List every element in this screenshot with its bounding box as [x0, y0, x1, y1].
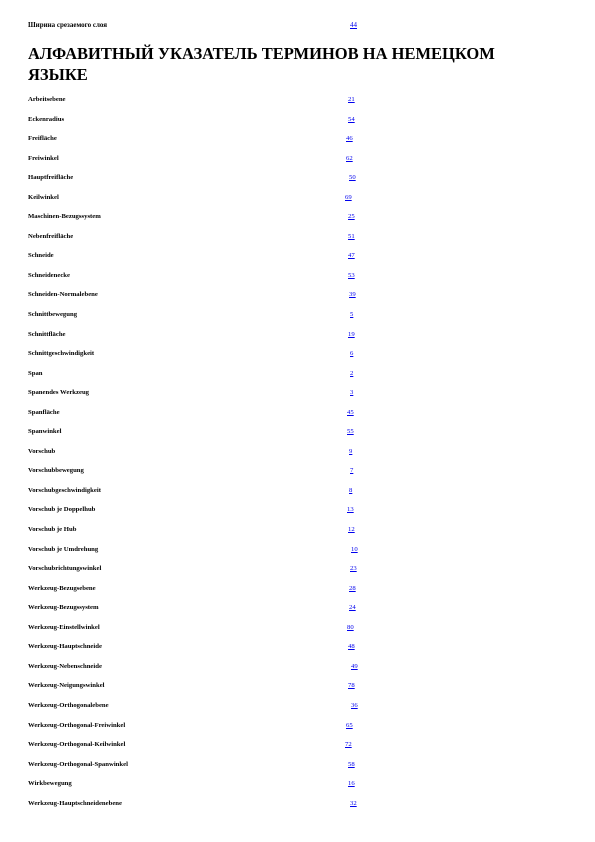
index-entry: [28, 759, 368, 779]
index-entry: [28, 289, 368, 309]
index-entry: [28, 583, 368, 603]
index-entry: [28, 641, 368, 661]
page-number-link[interactable]: 62: [346, 154, 353, 162]
index-term: Schnittfläche: [28, 330, 66, 338]
page-number-link[interactable]: 53: [348, 271, 355, 279]
page-number-link[interactable]: 3: [350, 389, 354, 397]
index-entry: [28, 387, 368, 407]
page-number-link[interactable]: 51: [348, 232, 355, 240]
page-number-link[interactable]: 28: [349, 584, 356, 592]
index-term: Hauptfreifläche: [28, 174, 74, 182]
index-entry: [28, 563, 368, 583]
index-term: Werkzeug-Orthogonal-Spanwinkel: [28, 760, 128, 768]
page-number-link[interactable]: 2: [350, 369, 354, 377]
index-entry: [28, 348, 368, 368]
index-entry: [28, 407, 368, 427]
index-term: Schneidenecke: [28, 271, 70, 279]
index-entry: [28, 270, 368, 290]
page-number-link[interactable]: 6: [350, 350, 354, 358]
page-number-link[interactable]: 8: [349, 486, 353, 494]
index-term: Spanfläche: [28, 408, 60, 416]
index-term: Vorschub je Doppelhub: [28, 506, 96, 514]
index-heading: АЛФАВИТНЫЙ УКАЗАТЕЛЬ ТЕРМИНОВ НА НЕМЕЦКОМ ЯЗЫКЕ: [28, 44, 495, 84]
index-term: Vorschub je Hub: [28, 526, 77, 534]
page-number-link[interactable]: 12: [348, 526, 355, 534]
index-term: Freifläche: [28, 135, 57, 143]
page-number-link[interactable]: 21: [348, 96, 355, 103]
index-entry: [28, 524, 368, 544]
index-term: Maschinen-Bezugssystem: [28, 213, 101, 221]
page-number-link[interactable]: 25: [348, 213, 355, 221]
index-entry: [28, 329, 368, 349]
page-number-link[interactable]: 32: [350, 799, 357, 807]
index-term: Nebenfreifläche: [28, 232, 74, 240]
index-entry-top: [28, 19, 368, 31]
index-term: Werkzeug-Einstellwinkel: [28, 623, 100, 631]
page-number-link[interactable]: 54: [348, 115, 355, 123]
index-entry: [28, 231, 368, 251]
index-term: Wirkbewegung: [28, 780, 72, 788]
page-number-link[interactable]: 49: [351, 662, 358, 670]
page-number-link[interactable]: 5: [350, 311, 354, 319]
index-term: Ширина срезаемого слоя: [28, 21, 108, 29]
index-term: Schneiden-Normalebene: [28, 291, 98, 299]
index-term: Keilwinkel: [28, 193, 59, 201]
index-term: Vorschub: [28, 447, 56, 455]
index-entry: [28, 309, 368, 329]
index-entry: [28, 465, 368, 485]
page-number-link[interactable]: 72: [345, 741, 352, 749]
index-entry: [28, 739, 368, 759]
page-number-link[interactable]: 9: [349, 447, 353, 455]
index-term: Eckenradius: [28, 115, 65, 123]
index-entry: [28, 504, 368, 524]
index-entry: [28, 94, 368, 114]
index-entry: [28, 172, 368, 192]
index-entry: [28, 153, 368, 173]
page-number-link[interactable]: 48: [348, 643, 355, 651]
index-entry: [28, 544, 368, 564]
index-entry: [28, 192, 368, 212]
index-term: Vorschubgeschwindigkeit: [28, 486, 101, 494]
index-entry: [28, 250, 368, 270]
page-number-link[interactable]: 16: [348, 780, 355, 788]
page-number-link[interactable]: 65: [346, 721, 353, 729]
index-entry: [28, 661, 368, 681]
index-term: Werkzeug-Bezugsebene: [28, 584, 96, 592]
page-number-link[interactable]: 24: [349, 604, 356, 612]
index-entry: [28, 114, 368, 134]
index-term: Werkzeug-Nebenschneide: [28, 662, 102, 670]
index-entry: [28, 426, 368, 446]
page-number-link[interactable]: 50: [349, 174, 356, 182]
index-entry: [28, 602, 368, 622]
index-term: Freiwinkel: [28, 154, 59, 162]
index-term: Vorschubrichtungswinkel: [28, 565, 102, 573]
index-entry: [28, 778, 368, 798]
index-entry: [28, 446, 368, 466]
index-term: Werkzeug-Orthogonal-Keilwinkel: [28, 741, 126, 749]
page-number-link[interactable]: 23: [350, 565, 357, 573]
page-number-link[interactable]: 36: [351, 701, 358, 709]
index-term: Vorschub je Umdrehung: [28, 545, 99, 553]
page-number-link[interactable]: 55: [347, 428, 354, 436]
index-term: Spanendes Werkzeug: [28, 389, 90, 397]
page-number-link[interactable]: 58: [348, 760, 355, 768]
index-entry: [28, 700, 368, 720]
index-entry: [28, 720, 368, 740]
index-term: Schneide: [28, 252, 54, 260]
page-number-link[interactable]: 78: [348, 682, 355, 690]
page-number-link[interactable]: 47: [348, 252, 355, 260]
index-term: Werkzeug-Bezugssystem: [28, 604, 99, 612]
index-term: Schnittbewegung: [28, 311, 78, 319]
term-index-list: [28, 94, 368, 817]
index-term: Schnittgeschwindigkeit: [28, 350, 95, 358]
index-term: Werkzeug-Neigungswinkel: [28, 682, 105, 690]
index-term: Werkzeug-Orthogonalebene: [28, 701, 109, 709]
page-number-link[interactable]: 45: [347, 408, 354, 416]
index-entry: [28, 798, 368, 818]
page-number-link[interactable]: 13: [347, 506, 354, 514]
page-number-link[interactable]: 19: [348, 330, 355, 338]
index-term: Arbeitsebene: [28, 96, 66, 103]
index-entry: [28, 622, 368, 642]
page-number-link[interactable]: 10: [351, 545, 358, 553]
index-entry: [28, 133, 368, 153]
index-term: Werkzeug-Hauptschneidenebene: [28, 799, 122, 807]
page-number-link[interactable]: 46: [346, 135, 353, 143]
page-number-link[interactable]: 44: [350, 21, 357, 29]
index-term: Werkzeug-Hauptschneide: [28, 643, 102, 651]
page-number-link[interactable]: 69: [345, 193, 352, 201]
index-entry: [28, 485, 368, 505]
page-number-link[interactable]: 39: [349, 291, 356, 299]
index-term: Span: [28, 369, 43, 377]
index-entry: [28, 211, 368, 231]
page-number-link[interactable]: 80: [347, 623, 354, 631]
index-entry: [28, 680, 368, 700]
index-term: Vorschubbewegung: [28, 467, 84, 475]
index-entry: [28, 368, 368, 388]
page-number-link[interactable]: 7: [350, 467, 354, 475]
index-term: Spanwinkel: [28, 428, 62, 436]
index-term: Werkzeug-Orthogonal-Freiwinkel: [28, 721, 126, 729]
